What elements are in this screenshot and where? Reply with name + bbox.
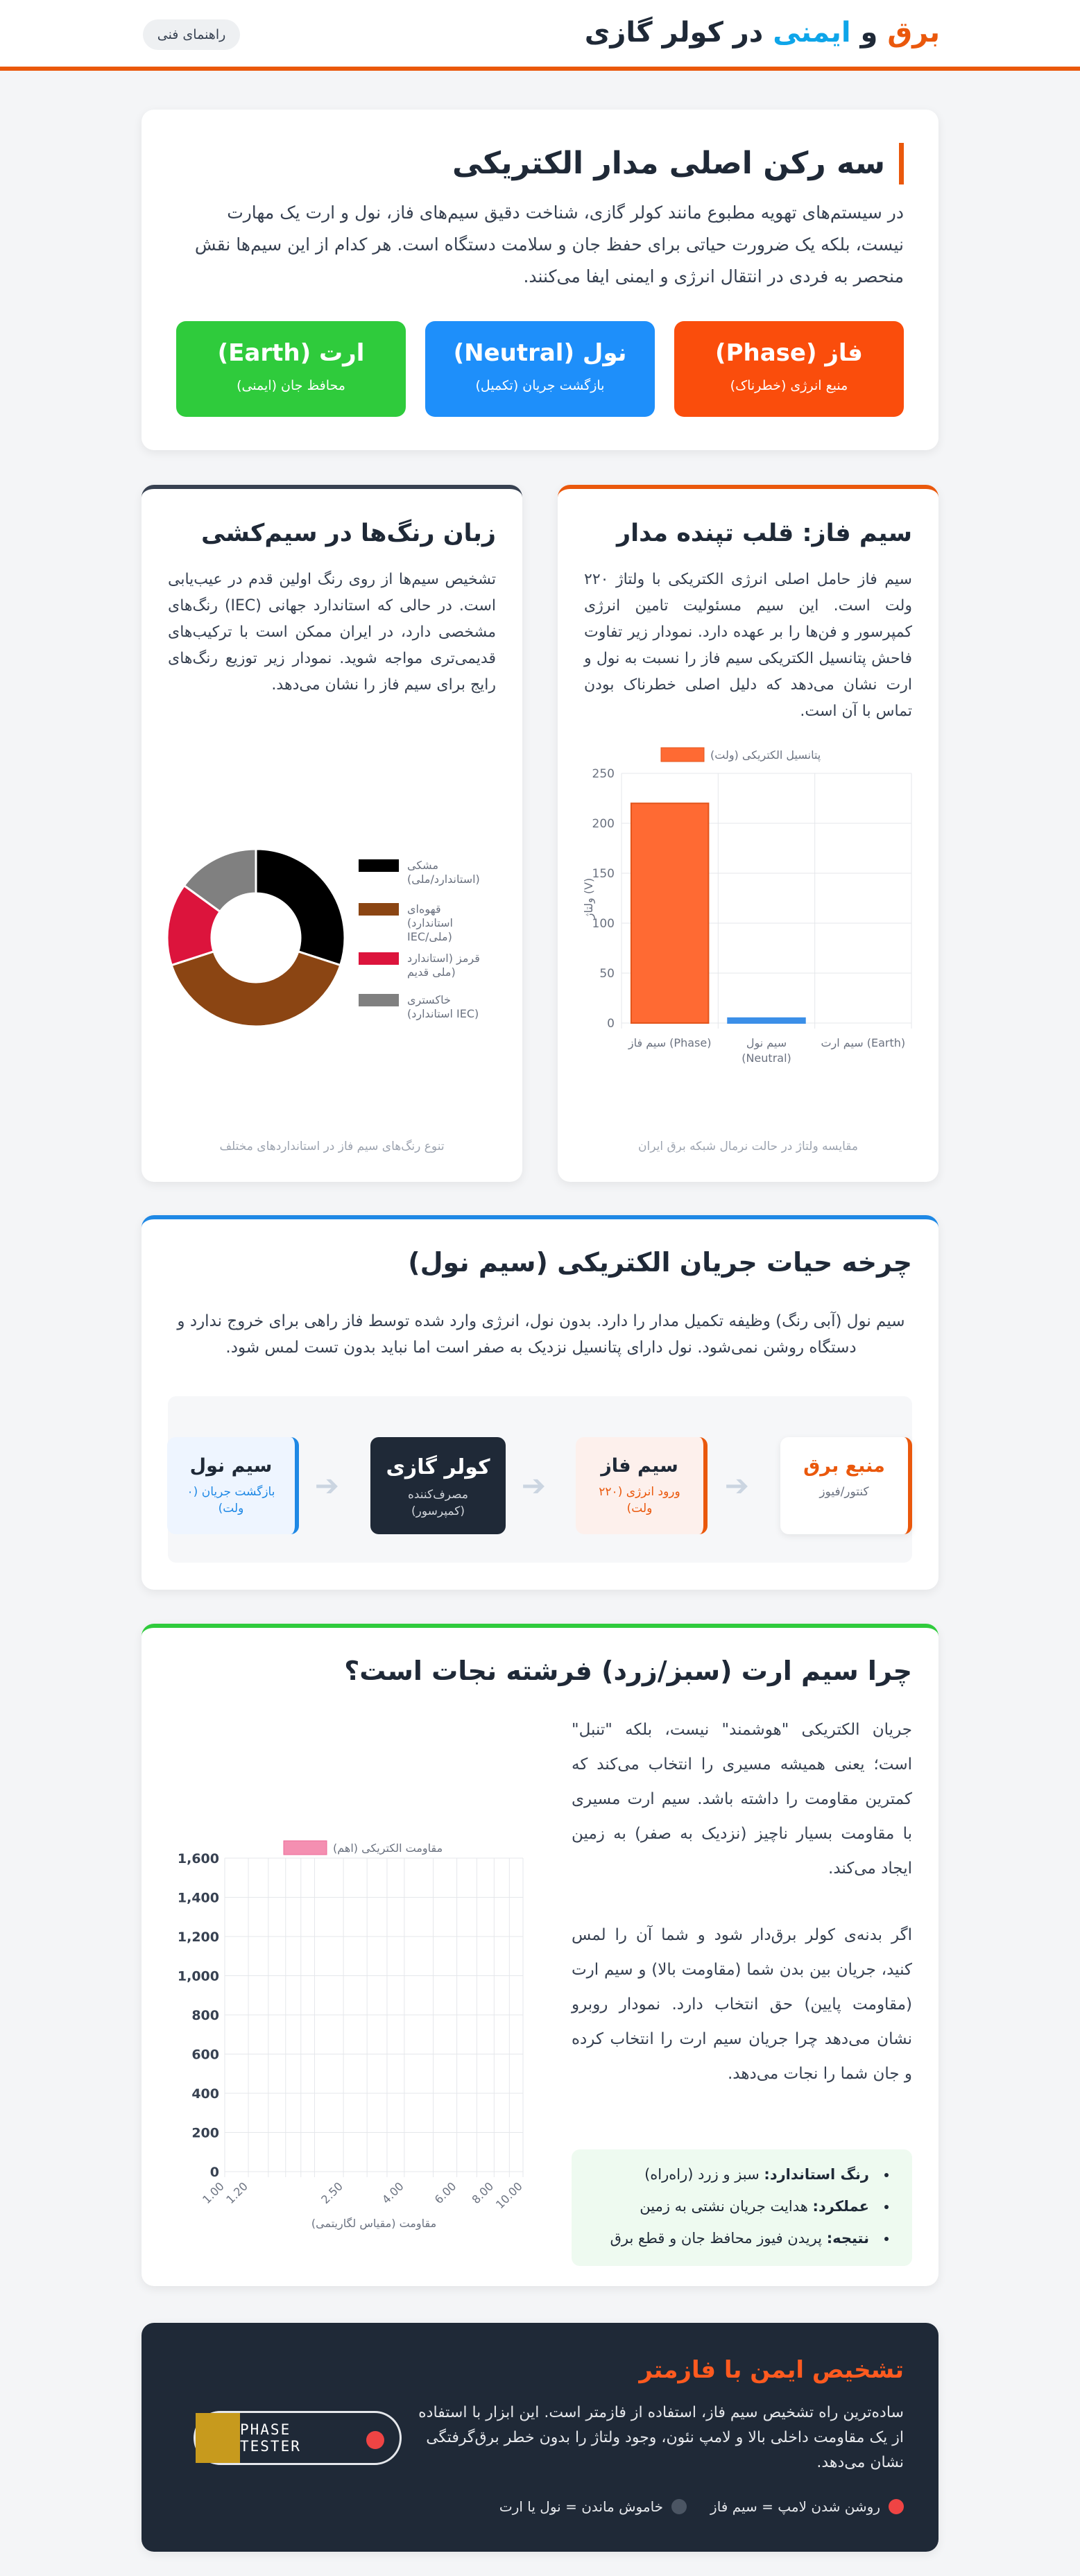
- legend-swatch: [284, 1841, 327, 1855]
- neutral-flow-card: [142, 1215, 938, 1590]
- phase-pill-sub: منبع انرژی (خطرناک): [730, 378, 848, 393]
- y-tick-label: 400: [191, 2086, 219, 2102]
- flow-node-air-conditioner: [370, 1437, 506, 1534]
- neutral-pill: [425, 321, 655, 417]
- y-tick-label: 0: [209, 2165, 219, 2180]
- earth-fact-item: [585, 2162, 889, 2187]
- y-tick-label: 1,200: [177, 1930, 219, 1945]
- earth-fact-item: [585, 2226, 889, 2251]
- x-tick-label: 6.00: [431, 2179, 459, 2207]
- phase-card-title: سیم فاز: قلب تپنده مدار: [617, 520, 912, 547]
- neutral-pill-title: نول (Neutral): [453, 339, 627, 367]
- flow-node-power-source: [780, 1437, 912, 1534]
- legend-label: قرمز (استاندارد: [407, 952, 480, 965]
- earth-facts-box: [572, 2149, 912, 2266]
- node-title: منبع برق: [803, 1455, 885, 1477]
- phase-color-donut-chart: [142, 850, 522, 1058]
- y-tick-label: 200: [191, 2125, 219, 2141]
- earth-pill-sub: محافظ جان (ایمنی): [237, 378, 345, 393]
- phase-pill: [674, 321, 904, 417]
- technical-guide-button[interactable]: راهنمای فنی: [143, 19, 240, 50]
- brand-and: و: [850, 17, 888, 49]
- legend-label: (استاندارد: [407, 916, 453, 929]
- x-tick-label: 8.00: [469, 2179, 497, 2207]
- donut-slice: [171, 952, 340, 1027]
- fact-label: رنگ استاندارد:: [764, 2166, 869, 2183]
- y-tick-label: 150: [592, 867, 615, 881]
- legend-swatch: [359, 903, 399, 916]
- earth-title: چرا سیم ارت (سبز/زرد) فرشته نجات است؟: [344, 1656, 912, 1686]
- node-title: سیم فاز: [601, 1455, 678, 1477]
- legend-label: مقاومت الکتریکی (اهم): [333, 1841, 443, 1855]
- node-sub: مصرف‌کننده (کمپرسور): [407, 1488, 469, 1518]
- brand-rest: در کولر گازی: [584, 17, 773, 49]
- x-tick-label: سیم فاز (Phase): [628, 1036, 712, 1049]
- legend-lamp-on: روشن شدن لامپ = سیم فاز: [710, 2498, 880, 2515]
- legend-label: قهوه‌ای: [407, 902, 441, 916]
- voltage-bar: [728, 1018, 805, 1023]
- earth-paragraph-1: جریان الکتریکی "هوشمند" نیست، بلکه "تنبل" است؛ یعنی همیشه مسیری را انتخاب می‌کند که کمترین مقاومت را داشته باشد. سیم ارت مسیری با مقاومت بسیار ناچیز (نزدیک به صفر) به زمین ایجاد می‌کند.: [572, 1721, 912, 1878]
- tester-text: ساده‌ترین راه تشخیص سیم فاز، استفاده از فازمتر است. این ابزار با استفاده از یک مقاومت داخلی بالا و لامپ نئون، وجود ولتاژ را بدون خطر برق‌گرفتگی نشان می‌دهد.: [418, 2404, 904, 2471]
- neon-bulb-icon: [366, 2431, 384, 2449]
- phase-pill-title: فاز (Phase): [715, 339, 863, 367]
- y-tick-label: 1,000: [177, 1968, 219, 1984]
- voltage-bar: [631, 803, 708, 1023]
- flow-arrow-icon: ➔: [521, 1468, 546, 1502]
- phase-tester-icon: [194, 2411, 402, 2465]
- lamp-on-icon: [889, 2499, 904, 2514]
- legend-lamp-off: خاموش ماندن = نول یا ارت: [499, 2498, 664, 2515]
- node-sub: بازگشت جریان (۰ ولت): [187, 1485, 275, 1515]
- earth-fact-item: [585, 2194, 889, 2219]
- flow-diagram: [168, 1396, 912, 1563]
- fact-label: عملکرد:: [812, 2198, 869, 2215]
- legend-swatch: [359, 994, 399, 1006]
- y-tick-label: 1,400: [177, 1890, 219, 1906]
- legend-label: پتانسیل الکتریکی (ولت): [710, 748, 821, 762]
- x-axis-title: مقاومت (مقیاس لگاریتمی): [311, 2217, 437, 2230]
- legend-label: (استاندارد/ملی): [407, 873, 480, 886]
- y-tick-label: 250: [592, 767, 615, 781]
- node-title: کولر گازی: [386, 1455, 490, 1479]
- fact-value: هدایت جریان نشتی به زمین: [640, 2198, 813, 2215]
- y-tick-label: 200: [592, 817, 615, 831]
- phase-card-text: سیم فاز حامل اصلی انرژی الکتریکی با ولتاژ ۲۲۰ ولت است. این سیم مسئولیت تامین انرژی کمپرسور و فن‌ها را بر عهده دارد. نمودار زیر تفاوت فاحش پتانسیل الکتریکی سیم فاز را نسبت به نول و ارت نشان می‌دهد که دلیل اصلی خطرناک بودن تماس با آن است.: [584, 571, 912, 720]
- fact-value: سبز و زرد (راه‌راه): [644, 2166, 764, 2183]
- x-tick-label: 2.50: [318, 2179, 345, 2207]
- tester-title: تشخیص ایمن با فازمتر: [639, 2356, 904, 2384]
- flow-arrow-icon: ➔: [724, 1468, 749, 1502]
- node-sub: ورود انرژی (۲۲۰ ولت): [599, 1485, 680, 1515]
- x-tick-label: سیم نول: [746, 1036, 787, 1049]
- node-title: سیم نول: [189, 1455, 273, 1477]
- intro-text: در سیستم‌های تهویه مطبوع مانند کولر گازی، شناخت دقیق سیم‌های فاز، نول و ارت یک مهارت نیست، بلکه یک ضرورت حیاتی برای حفظ جان و سلامت دستگاه است. هر کدام از این سیم‌ها نقش منحصر به فردی در انتقال انرژی و ایمنی ایفا می‌کنند.: [194, 203, 904, 286]
- phase-tester-card: [142, 2323, 938, 2552]
- wire-colors-card: [142, 485, 522, 1182]
- neutral-pill-sub: بازگشت جریان (تکمیل): [475, 378, 605, 393]
- fact-value: پریدن فیوز محافظ جان و قطع برق: [610, 2230, 827, 2247]
- brand-word-electricity: برق: [887, 17, 940, 49]
- flow-node-phase-wire: [576, 1437, 708, 1534]
- phase-wire-card: [558, 485, 938, 1182]
- earth-wire-card: [142, 1624, 938, 2286]
- y-tick-label: 800: [191, 2008, 219, 2023]
- intro-card: [142, 110, 938, 450]
- y-tick-label: 0: [607, 1017, 615, 1031]
- legend-label: (استاندارد IEC): [407, 1007, 479, 1020]
- legend-label: ملی قدیم): [407, 965, 456, 979]
- legend-label: مشکی: [407, 859, 439, 872]
- y-tick-label: 600: [191, 2047, 219, 2063]
- lamp-off-icon: [671, 2499, 687, 2514]
- intro-title: سه رکن اصلی مدار الکتریکی: [452, 143, 904, 184]
- tester-cap: [196, 2413, 240, 2463]
- earth-paragraph-2: اگر بدنه‌ی کولر برق‌دار شود و شما آن را لمس کنید، جریان بین بدن شما (مقاومت بالا) و سیم ارت (مقاومت پایین) حق انتخاب دارد. نمودار روبرو نشان می‌دهد چرا جریان سیم ارت را انتخاب کرده و جان شما را نجات می‌دهد.: [572, 1926, 912, 2083]
- colors-card-title: زبان رنگ‌ها در سیم‌کشی: [200, 520, 496, 547]
- donut-slice: [256, 849, 345, 965]
- y-axis-title: ولتاژ (V): [582, 877, 595, 919]
- node-sub: کنتور/فیوز: [819, 1485, 869, 1499]
- legend-label: IEC/ملی): [407, 930, 452, 943]
- voltage-bar-chart: [558, 742, 938, 1131]
- y-tick-label: 100: [592, 917, 615, 931]
- brand-word-safety: ایمنی: [773, 17, 851, 49]
- flow-node-neutral-wire: [167, 1437, 299, 1534]
- top-navbar: [0, 0, 1080, 71]
- voltage-chart-caption: مقایسه ولتاژ در حالت نرمال شبکه برق ایران: [638, 1140, 858, 1153]
- earth-pill: [176, 321, 406, 417]
- y-tick-label: 50: [599, 967, 615, 981]
- flow-title: چرخه حیات جریان الکتریکی (سیم نول): [408, 1247, 912, 1278]
- flow-text: سیم نول (آبی رنگ) وظیفه تکمیل مدار را دارد. بدون نول، انرژی وارد شده توسط فاز راهی برای خروج ندارد و دستگاه روشن نمی‌شود. نول دارای پتانسیل نزدیک به صفر است اما نباید بدون تست لمس شود.: [177, 1312, 905, 1357]
- legend-swatch: [359, 859, 399, 872]
- flow-arrow-icon: ➔: [314, 1468, 339, 1502]
- x-tick-label: 10.00: [492, 2179, 525, 2212]
- colors-card-text: تشخیص سیم‌ها از روی رنگ اولین قدم در عیب‌یابی است. در حالی که استاندارد جهانی (IEC) رنگ‌های مشخصی دارد، در ایران ممکن است با ترکیب‌های قدیمی‌تری مواجه شوید. نمودار زیر توزیع رنگ‌های رایج برای سیم فاز را نشان می‌دهد.: [168, 571, 496, 694]
- legend-swatch: [359, 952, 399, 965]
- legend-label: خاکستری: [407, 993, 451, 1006]
- y-tick-label: 1,600: [177, 1851, 219, 1866]
- earth-pill-title: ارت (Earth): [217, 339, 365, 367]
- legend-swatch: [661, 748, 704, 762]
- colors-chart-caption: تنوع رنگ‌های سیم فاز در استانداردهای مختلف: [219, 1140, 445, 1153]
- resistance-chart: [155, 1794, 558, 2230]
- fact-label: نتیجه:: [826, 2230, 869, 2247]
- x-tick-label: 1.20: [223, 2179, 250, 2207]
- x-tick-label: سیم ارت (Earth): [821, 1036, 906, 1049]
- site-title: [585, 17, 940, 49]
- x-tick-label: 1.00: [200, 2179, 227, 2207]
- tester-label: PHASE TESTER: [240, 2421, 301, 2455]
- tester-legend: [499, 2498, 904, 2515]
- x-tick-label: (Neutral): [742, 1051, 791, 1065]
- x-tick-label: 4.00: [379, 2179, 406, 2207]
